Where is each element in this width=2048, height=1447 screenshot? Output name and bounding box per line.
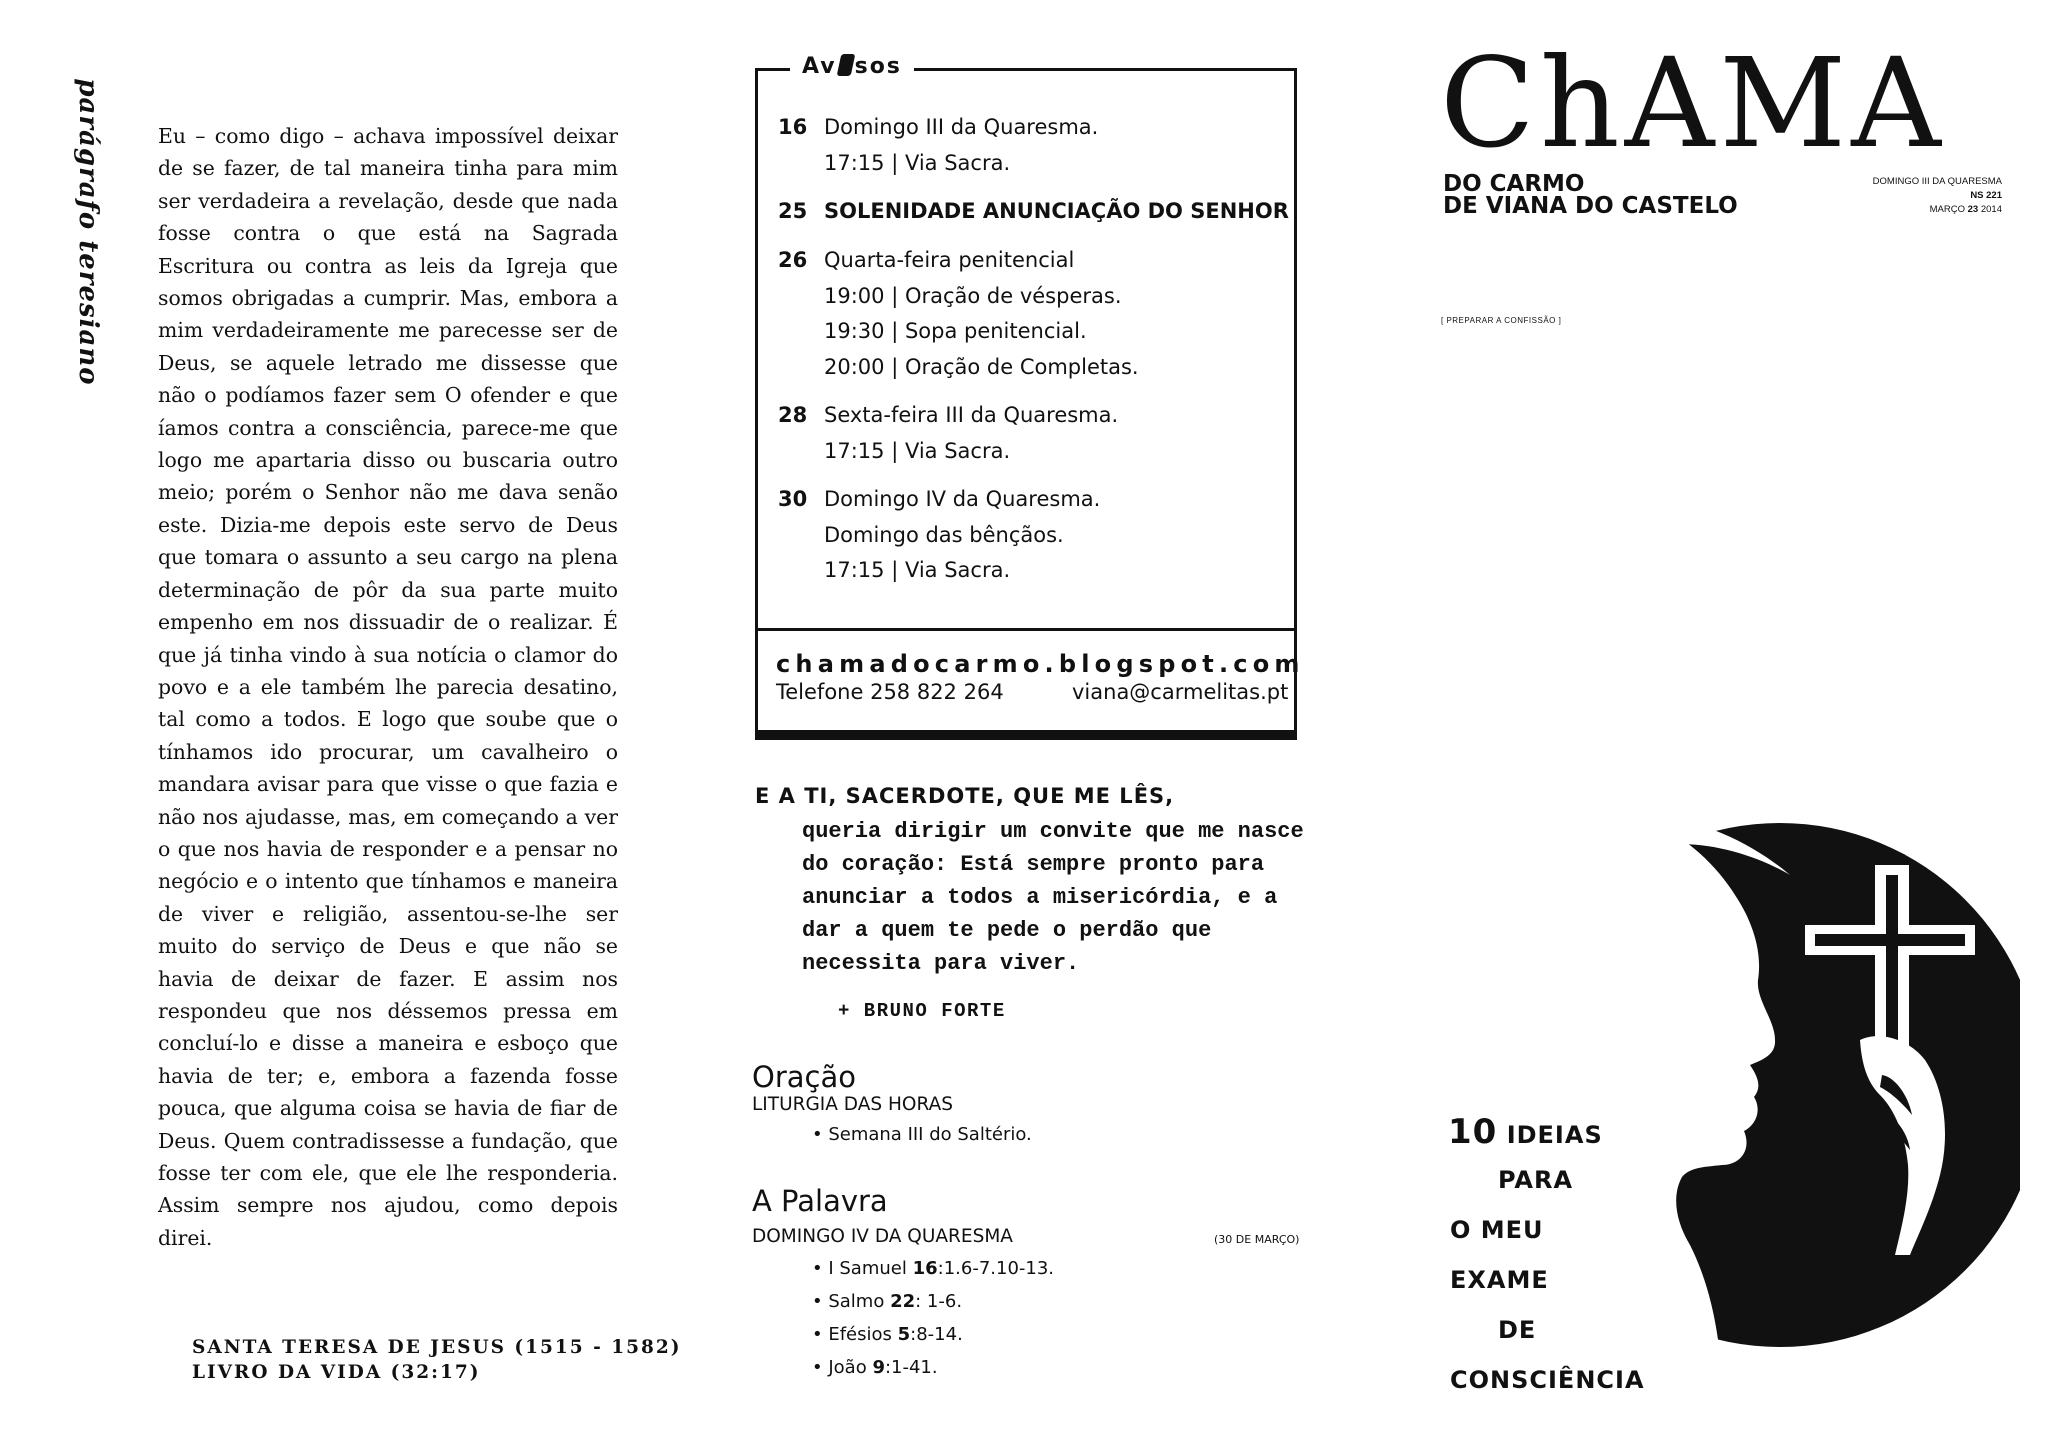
teresian-paragraph: Eu – como digo – achava impossível deixar de se fazer, de tal maneira tinha para mim ser verdadeira a revelação, desde que nada fosse contra o que está na Sagrada Escritura ou contra as leis da Igreja que somos obrigadas a cumprir. Mas, embora a mim verdadeiramente me parecesse ser de Deus, se aquele letrado me dissesse que não o podíamos fazer sem O ofender e que íamos contra a consciência, parece-me que logo me apartaria disso ou buscaria outro meio; porém o Senhor não me dava senão este. Dizia-me depois este servo de Deus que tomara o assunto a seu cargo na plena determinação de pôr da sua parte muito empenho em nos dissuadir de o realizar. É que já tinha vindo à sua notícia o clamor do povo e a ele também lhe parecia desatino, tal como a todos. E logo que soube que o tínhamos ido procurar, um cavalheiro o mandara avisar para que visse o que fazia e não nos ajudasse, mas, em começando a ver o que nos havia de responder e a pensar no negócio e o intento que tínhamos e maneira de viver e religião, assentou-se-lhe ser muito do serviço de Deus e que não se havia de deixar de fazer. E assim nos respondeu que nos déssemos pressa em concluí-lo e disse a maneira e esboço que havia de ter; e, embora a fazenda fosse pouca, que alguma coisa se havia de fiar de Deus. Quem contradissesse a fundação, que fosse ter com ele, que ele lhe responderia. Assim sempre nos ajudou, como depois direi. [158, 124, 618, 1250]
quote-author: + BRUNO FORTE [838, 1000, 1006, 1022]
aviso-day: 28 [778, 403, 808, 427]
aviso-day: 26 [778, 248, 808, 272]
aviso-line: 19:30 | Sopa penitencial. [824, 319, 1087, 343]
section-label-vertical [68, 72, 108, 392]
ideas-word: DE [1498, 1316, 1537, 1344]
blog-link[interactable]: chamadocarmo.blogspot.com [776, 650, 1305, 678]
aviso-line: 17:15 | Via Sacra. [824, 558, 1011, 582]
aviso-day: 30 [778, 487, 808, 511]
aviso-line: 17:15 | Via Sacra. [824, 150, 1011, 175]
section-label-text: parágrafo teresiano [73, 78, 103, 386]
issue-date: MARÇO 23 2014 [1929, 204, 2002, 215]
aviso-line: Domingo IV da Quaresma. [824, 487, 1101, 511]
reading-item: • Salmo 22: 1-6. [812, 1291, 963, 1312]
palavra-title: A Palavra [752, 1184, 888, 1218]
oracao-subtitle: LITURGIA DAS HORAS [752, 1094, 953, 1115]
avisos-title: Av sos [790, 54, 914, 79]
avisos-divider [755, 628, 1297, 631]
aviso-line: Sexta-feira III da Quaresma. [824, 403, 1119, 427]
aviso-day: 25 [778, 199, 808, 223]
aviso-line: Domingo III da Quaresma. [824, 115, 1099, 139]
citation-source: LIVRO DA VIDA (32:17) [192, 1362, 481, 1383]
citation [192, 1335, 681, 1385]
confession-note: [ PREPARAR A CONFISSÃO ] [1441, 316, 1562, 325]
issue-week: DOMINGO III DA QUARESMA [1872, 176, 2002, 187]
oracao-item: • Semana III do Saltério. [812, 1124, 1032, 1145]
reading-item: • Efésios 5:8-14. [812, 1324, 963, 1345]
aviso-line: 20:00 | Oração de Completas. [824, 354, 1139, 379]
reading-item: • João 9:1-41. [812, 1357, 938, 1378]
aviso-day: 16 [778, 115, 808, 139]
aviso-line: 19:00 | Oração de vésperas. [824, 283, 1122, 308]
issue-number: NS 221 [1970, 190, 2002, 201]
palavra-date: (30 DE MARÇO) [1214, 1233, 1300, 1246]
ideas-word: CONSCIÊNCIA [1450, 1366, 1645, 1394]
ideas-word: PARA [1498, 1166, 1574, 1194]
masthead-subtitle-2: DE VIANA DO CASTELO [1443, 193, 1738, 219]
masthead-subtitle-1: DO CARMO [1443, 171, 1585, 197]
aviso-line: SOLENIDADE ANUNCIAÇÃO DO SENHOR [824, 199, 1289, 223]
aviso-line: Quarta-feira penitencial [824, 248, 1075, 272]
oracao-title: Oração [752, 1060, 856, 1094]
aviso-line: 17:15 | Via Sacra. [824, 438, 1011, 463]
reading-item: • I Samuel 16:1.6-7.10-13. [812, 1258, 1055, 1279]
ideas-heading: 10 IDEIAS [1448, 1112, 1603, 1152]
masthead-title: ChAMA [1440, 32, 1946, 176]
carmelite-logo-icon [1500, 815, 2020, 1355]
quote-body: queria dirigir um convite que me nasce do coração: Está sempre pronto para anunciar a todos a misericórdia, e a dar a quem te pede o perdão que necessita para viver. [802, 819, 1304, 976]
flame-icon [836, 54, 855, 76]
aviso-line: Domingo das bênçãos. [824, 522, 1064, 547]
ideas-word: O MEU [1450, 1216, 1544, 1244]
ideas-word: EXAME [1450, 1266, 1549, 1294]
palavra-subtitle: DOMINGO IV DA QUARESMA [752, 1226, 1013, 1247]
phone-number: Telefone 258 822 264 [776, 680, 1004, 704]
quote-heading: E A TI, SACERDOTE, QUE ME LÊS, [755, 784, 1175, 808]
citation-author: SANTA TERESA DE JESUS (1515 - 1582) [192, 1337, 682, 1358]
email-link[interactable]: viana@carmelitas.pt [1072, 680, 1289, 704]
